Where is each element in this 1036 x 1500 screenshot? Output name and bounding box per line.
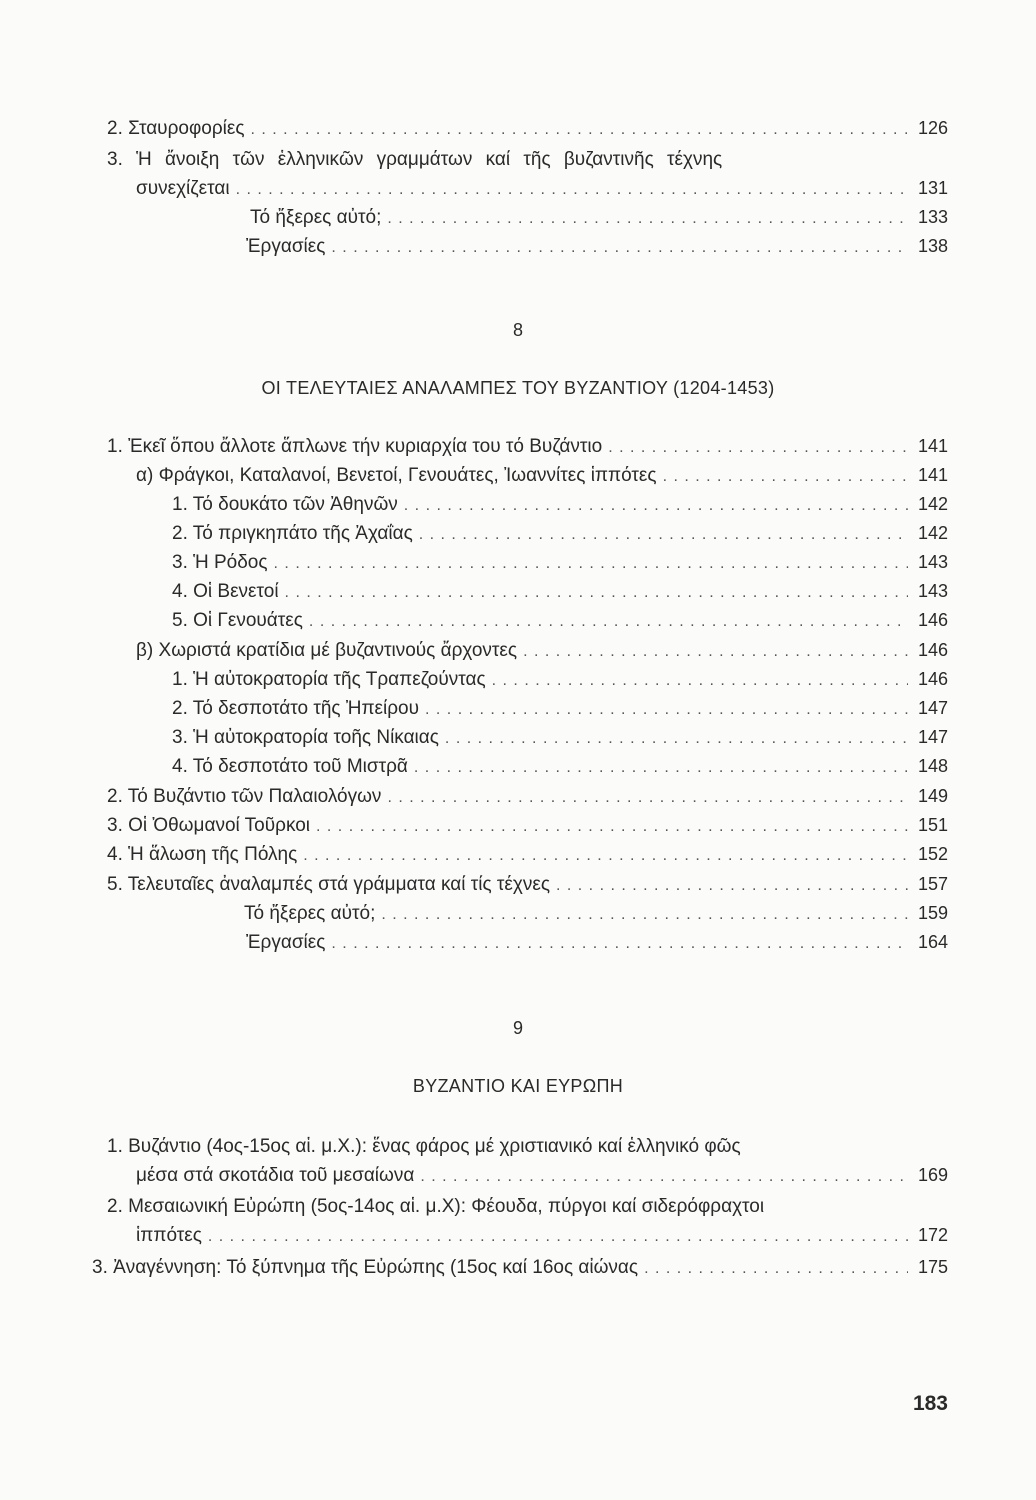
- leader-dots: [644, 1257, 908, 1281]
- leader-dots: [419, 523, 908, 547]
- toc-entry: [172, 550, 948, 576]
- chapter-number: 8: [512, 320, 523, 340]
- entry-label: Τό ἤξερες αὐτό;: [250, 207, 382, 228]
- entry-label: 1. Ἐκεῖ ὅπου ἄλλοτε ἅπλωνε τήν κυριαρχία του τό Βυζάντιο: [107, 436, 603, 457]
- toc-entry: [172, 667, 948, 693]
- entry-page: 133: [917, 207, 948, 227]
- toc-entry: [172, 521, 948, 547]
- toc-entry: [172, 608, 948, 634]
- leader-dots: [208, 1225, 908, 1249]
- entry-label-line1: 1. Βυζάντιο (4ος-15ος αἱ. μ.Χ.): ἕνας φάρος μέ χριστιανικό καί ἑλληνικό φῶς: [107, 1136, 741, 1157]
- entry-label: 1. Τό δουκάτο τῶν Ἀθηνῶν: [172, 494, 398, 515]
- entry-label: 2. Σταυροφορίες: [107, 118, 245, 139]
- toc-entry: [172, 696, 948, 722]
- entry-label: α) Φράγκοι, Καταλανοί, Βενετοί, Γενουάτες, Ἰωαννίτες ἱππότες: [136, 465, 657, 486]
- toc-entry: [246, 234, 948, 260]
- entry-label: Τό ἤξερες αὐτό;: [244, 903, 376, 924]
- leader-dots: [523, 640, 908, 664]
- leader-dots: [608, 436, 908, 460]
- entry-page: 147: [917, 727, 948, 747]
- toc-entry: [107, 872, 948, 898]
- entry-page: 146: [917, 610, 948, 630]
- entry-page: 148: [917, 756, 948, 776]
- toc-entry: [136, 1163, 948, 1189]
- entry-label: 2. Τό πριγκηπάτο τῆς Ἀχαΐας: [172, 523, 413, 544]
- entry-page: 169: [917, 1165, 948, 1185]
- toc-entry: [107, 784, 948, 810]
- entry-label: 3. Οἱ Ὀθωμανοί Τοῦρκοι: [107, 815, 311, 836]
- entry-label: 2. Τό Βυζάντιο τῶν Παλαιολόγων: [107, 786, 382, 807]
- leader-dots: [414, 756, 908, 780]
- entry-page: 175: [917, 1257, 948, 1277]
- entry-page: 164: [917, 932, 948, 952]
- entry-page: 142: [917, 494, 948, 514]
- leader-dots: [445, 727, 908, 751]
- toc-entry: [172, 754, 948, 780]
- leader-dots: [492, 669, 908, 693]
- entry-label: 5. Οἱ Γενουάτες: [172, 610, 303, 631]
- toc-entry: [107, 813, 948, 839]
- leader-dots: [236, 178, 908, 202]
- entry-page: 149: [917, 786, 948, 806]
- toc-entry: [136, 176, 948, 202]
- entry-label: 3. Ἀναγέννηση: Τό ξύπνημα τῆς Εὐρώπης (15ος καί 16ος αἰώνας: [92, 1257, 639, 1278]
- entry-label: 3. Ἡ αὐτοκρατορία τοῆς Νίκαιας: [172, 727, 439, 748]
- entry-page: 126: [917, 118, 948, 138]
- entry-label: ἱππότες: [136, 1225, 202, 1246]
- leader-dots: [404, 494, 908, 518]
- entry-label: 1. Ἡ αὐτοκρατορία τῆς Τραπεζούντας: [172, 669, 486, 690]
- toc-entry: [172, 725, 948, 751]
- entry-page: 141: [917, 436, 948, 456]
- entry-page: 131: [917, 178, 948, 198]
- leader-dots: [381, 903, 908, 927]
- chapter-title: ΒΥΖΑΝΤΙΟ ΚΑΙ ΕΥΡΩΠΗ: [412, 1076, 624, 1096]
- leader-dots: [331, 932, 908, 956]
- entry-page: 147: [917, 698, 948, 718]
- entry-label: 4. Τό δεσποτάτο τοῦ Μιστρᾶ: [172, 756, 408, 777]
- entry-label: Ἐργασίες: [246, 236, 326, 257]
- page-number: 183: [912, 1392, 948, 1415]
- entry-page: 172: [917, 1225, 948, 1245]
- entry-page: 146: [917, 640, 948, 660]
- leader-dots: [663, 465, 908, 489]
- entry-page: 143: [917, 552, 948, 572]
- entry-label: 5. Τελευταῖες ἀναλαμπές στά γράμματα καί τίς τέχνες: [107, 874, 550, 895]
- entry-label-line1: 3. Ἡ ἄνοιξη τῶν ἑλληνικῶν γραμμάτων καί τῆς βυζαντινῆς τέχνης: [107, 149, 723, 170]
- entry-label: 2. Τό δεσποτάτο τῆς Ἠπείρου: [172, 698, 420, 719]
- entry-page: 152: [917, 844, 948, 864]
- entry-label: 4. Οἱ Βενετοί: [172, 581, 279, 602]
- entry-label: 4. Ἡ ἅλωση τῆς Πόλης: [107, 844, 298, 865]
- entry-label: β) Χωριστά κρατίδια μέ βυζαντινούς ἄρχοντες: [136, 640, 518, 661]
- leader-dots: [387, 207, 908, 231]
- toc-entry: [246, 930, 948, 956]
- leader-dots: [420, 1165, 908, 1189]
- toc-entry: [107, 842, 948, 868]
- entry-page: 151: [917, 815, 948, 835]
- entry-page: 157: [917, 874, 948, 894]
- toc-entry: [136, 638, 948, 664]
- entry-label-line1: 2. Μεσαιωνική Εὐρώπη (5ος-14ος αἱ. μ.Χ): Φέουδα, πύργοι καί σιδερόφραχτοι: [107, 1196, 765, 1217]
- toc-entry: [136, 463, 948, 489]
- entry-page: 142: [917, 523, 948, 543]
- toc-entry: [244, 901, 948, 927]
- leader-dots: [556, 874, 908, 898]
- entry-page: 159: [917, 903, 948, 923]
- toc-entry: [136, 1223, 948, 1249]
- leader-dots: [316, 815, 908, 839]
- toc-entry: [172, 579, 948, 605]
- entry-label: μέσα στά σκοτάδια τοῦ μεσαίωνα: [136, 1165, 415, 1186]
- entry-label: Ἐργασίες: [246, 932, 326, 953]
- toc-entry: [107, 116, 948, 142]
- leader-dots: [274, 552, 908, 576]
- leader-dots: [331, 236, 908, 260]
- toc-entry: [250, 205, 948, 231]
- leader-dots: [303, 844, 908, 868]
- entry-page: 141: [917, 465, 948, 485]
- toc-entry: [92, 1255, 948, 1281]
- entry-label: 3. Ἡ Ρόδος: [172, 552, 268, 573]
- entry-label: συνεχίζεται: [136, 178, 230, 199]
- leader-dots: [251, 118, 909, 142]
- leader-dots: [285, 581, 908, 605]
- leader-dots: [309, 610, 908, 634]
- entry-page: 143: [917, 581, 948, 601]
- toc-entry: [107, 434, 948, 460]
- leader-dots: [387, 786, 908, 810]
- toc-entry: [172, 492, 948, 518]
- chapter-title: ΟΙ ΤΕΛΕΥΤΑΙΕΣ ΑΝΑΛΑΜΠΕΣ ΤΟΥ ΒΥΖΑΝΤΙΟΥ (1204-1453): [261, 378, 775, 398]
- chapter-number: 9: [512, 1018, 523, 1038]
- leader-dots: [425, 698, 908, 722]
- entry-page: 138: [917, 236, 948, 256]
- entry-page: 146: [917, 669, 948, 689]
